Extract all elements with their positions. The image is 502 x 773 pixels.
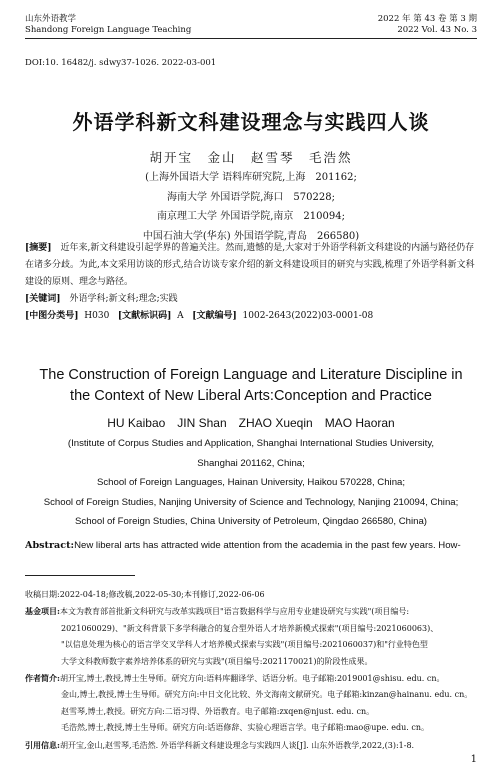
- received-date: 收稿日期:2022-04-18;修改稿,2022-05-30;本刊修订,2022-06-06: [25, 590, 265, 599]
- doc-code-value: A: [177, 311, 184, 321]
- author-bio-text: 胡开宝,博士,教授,博士生导师。研究方向:语料库翻译学、话语分析。电子邮箱:2019001@shisu. edu. cn。: [59, 674, 445, 684]
- abstract-zh-text: 近年来,新文科建设引起学界的普遍关注。然而,遗憾的是,大家对于外语学科新文科建设的内涵与路径仍存在诸多分歧。为此,本文采用访谈的形式,结合访谈专家介绍的新文科建设项目的研究与实践,梳理了外语学科新文科建设的原则、理念与路径。: [25, 243, 475, 287]
- doc-code-label: [文献标识码]: [117, 311, 172, 321]
- affiliation-en-line: School of Foreign Languages, Hainan University, Haikou 570228, China;: [96, 477, 406, 488]
- fund-line: 大学文科教师数字素养培养体系的研究与实践"(项目编号:2021170021)的阶段性成果。: [61, 656, 373, 666]
- affiliation-zh-line: 南京理工大学 外国语学院,南京 210094;: [157, 211, 345, 222]
- affiliation-en-line: School of Foreign Studies, China University of Petroleum, Qingdao 266580, China): [75, 516, 427, 527]
- footnotes: [25, 587, 477, 754]
- doi: DOI:10. 16482/j. sdwy37-1026. 2022-03-001: [25, 58, 217, 68]
- affiliation-en-line: Shanghai 201162, China;: [197, 457, 305, 469]
- authors-zh: 胡开宝 金山 赵雪琴 毛浩然: [149, 150, 353, 165]
- keywords-zh-label: [关键词]: [25, 294, 61, 304]
- fund-line: [25, 603, 477, 620]
- affiliations-en: [20, 434, 482, 532]
- keywords-zh-text: 外语学科;新文科;理念;实践: [60, 294, 178, 304]
- page-number: 1: [470, 754, 477, 765]
- citation-label: 引用信息:: [25, 739, 60, 750]
- author-line: 毛浩然,博士,教授,博士生导师。研究方向:话语修辞、实验心理语言学。电子邮箱:mao@upe. edu. cn。: [61, 723, 430, 733]
- affiliation-zh-line: 中国石油大学(华东) 外国语学院,青岛 266580): [142, 230, 360, 242]
- authors-en: HU Kaibao JIN Shan ZHAO Xueqin MAO Haoran: [107, 416, 395, 430]
- fund-line: 2021060029)、"新文科背景下多学科融合的复合型外语人才培养新模式探索"(项目编号:2021060063)、: [61, 623, 439, 633]
- fund-label: 基金项目:: [25, 606, 60, 617]
- abstract-zh-block: [25, 240, 477, 325]
- issue-info-en: 2022 Vol. 43 No. 3: [397, 25, 477, 35]
- affiliation-zh-line: (上海外国语大学 语料库研究院,上海 201162;: [145, 172, 357, 183]
- clc-label: [中图分类号]: [25, 311, 79, 321]
- title-zh: 外语学科新文科建设理念与实践四人谈: [72, 110, 430, 134]
- citation-text: 胡开宝,金山,赵雪琴,毛浩然. 外语学科新文科建设理念与实践四人谈[J]. 山东外语教学,2022,(3):1-8.: [59, 740, 415, 750]
- footnote-rule: [25, 575, 135, 576]
- author-line: 赵雪琴,博士,教授。研究方向:二语习得、外语教育。电子邮箱:zxqen@njust. edu. cn。: [61, 706, 375, 716]
- clc-value: H030: [84, 311, 110, 321]
- abstract-en: [25, 540, 477, 551]
- affiliation-zh-line: 海南大学 外国语学院,海口 570228;: [167, 191, 335, 203]
- abstract-zh: [25, 240, 477, 291]
- keywords-zh: [25, 291, 477, 308]
- author-line: 金山,博士,教授,博士生导师。研究方向:中日文化比较、外文海南文献研究。电子邮箱:kinzan@hainanu. edu. cn。: [61, 690, 473, 700]
- article-number-value: 1002-2643(2022)03-0001-08: [242, 311, 374, 321]
- author-bio-label: 作者简介:: [25, 673, 60, 684]
- issue-info-zh: 2022 年 第 43 卷 第 3 期: [377, 14, 477, 24]
- abstract-zh-label: [摘要]: [25, 243, 52, 253]
- author-line: [25, 670, 477, 687]
- affiliation-en-line: School of Foreign Studies, Nanjing University of Science and Technology, Nanjing 210094, China;: [43, 496, 459, 508]
- journal-name-zh: 山东外语教学: [25, 14, 77, 24]
- abstract-en-label: Abstract:: [25, 540, 75, 551]
- journal-name-en: Shandong Foreign Language Teaching: [25, 25, 192, 35]
- article-number-label: [文献编号]: [192, 311, 237, 321]
- abstract-en-text: New liberal arts has attracted wide attention from the academia in the past few years. How-: [74, 540, 461, 551]
- fund-text: 本文为教育部首批新文科研究与改革实践项目"语言数据科学与应用专业建设研究与实践"(项目编号:: [59, 607, 410, 617]
- fund-line: "以信息处理为核心的语言学交叉学科人才培养模式探索与实践"(项目编号:2021060037)和"行业特色型: [61, 640, 428, 650]
- citation-line: [25, 737, 477, 754]
- header-rule: [25, 38, 477, 39]
- affiliations-zh: [0, 168, 502, 246]
- classification-line: [25, 308, 477, 325]
- affiliation-en-line: (Institute of Corpus Studies and Application, Shanghai International Studies University,: [67, 438, 435, 449]
- title-en: The Construction of Foreign Language and Literature Discipline in the Context of New Liberal Arts:Conception and Practice: [39, 367, 463, 404]
